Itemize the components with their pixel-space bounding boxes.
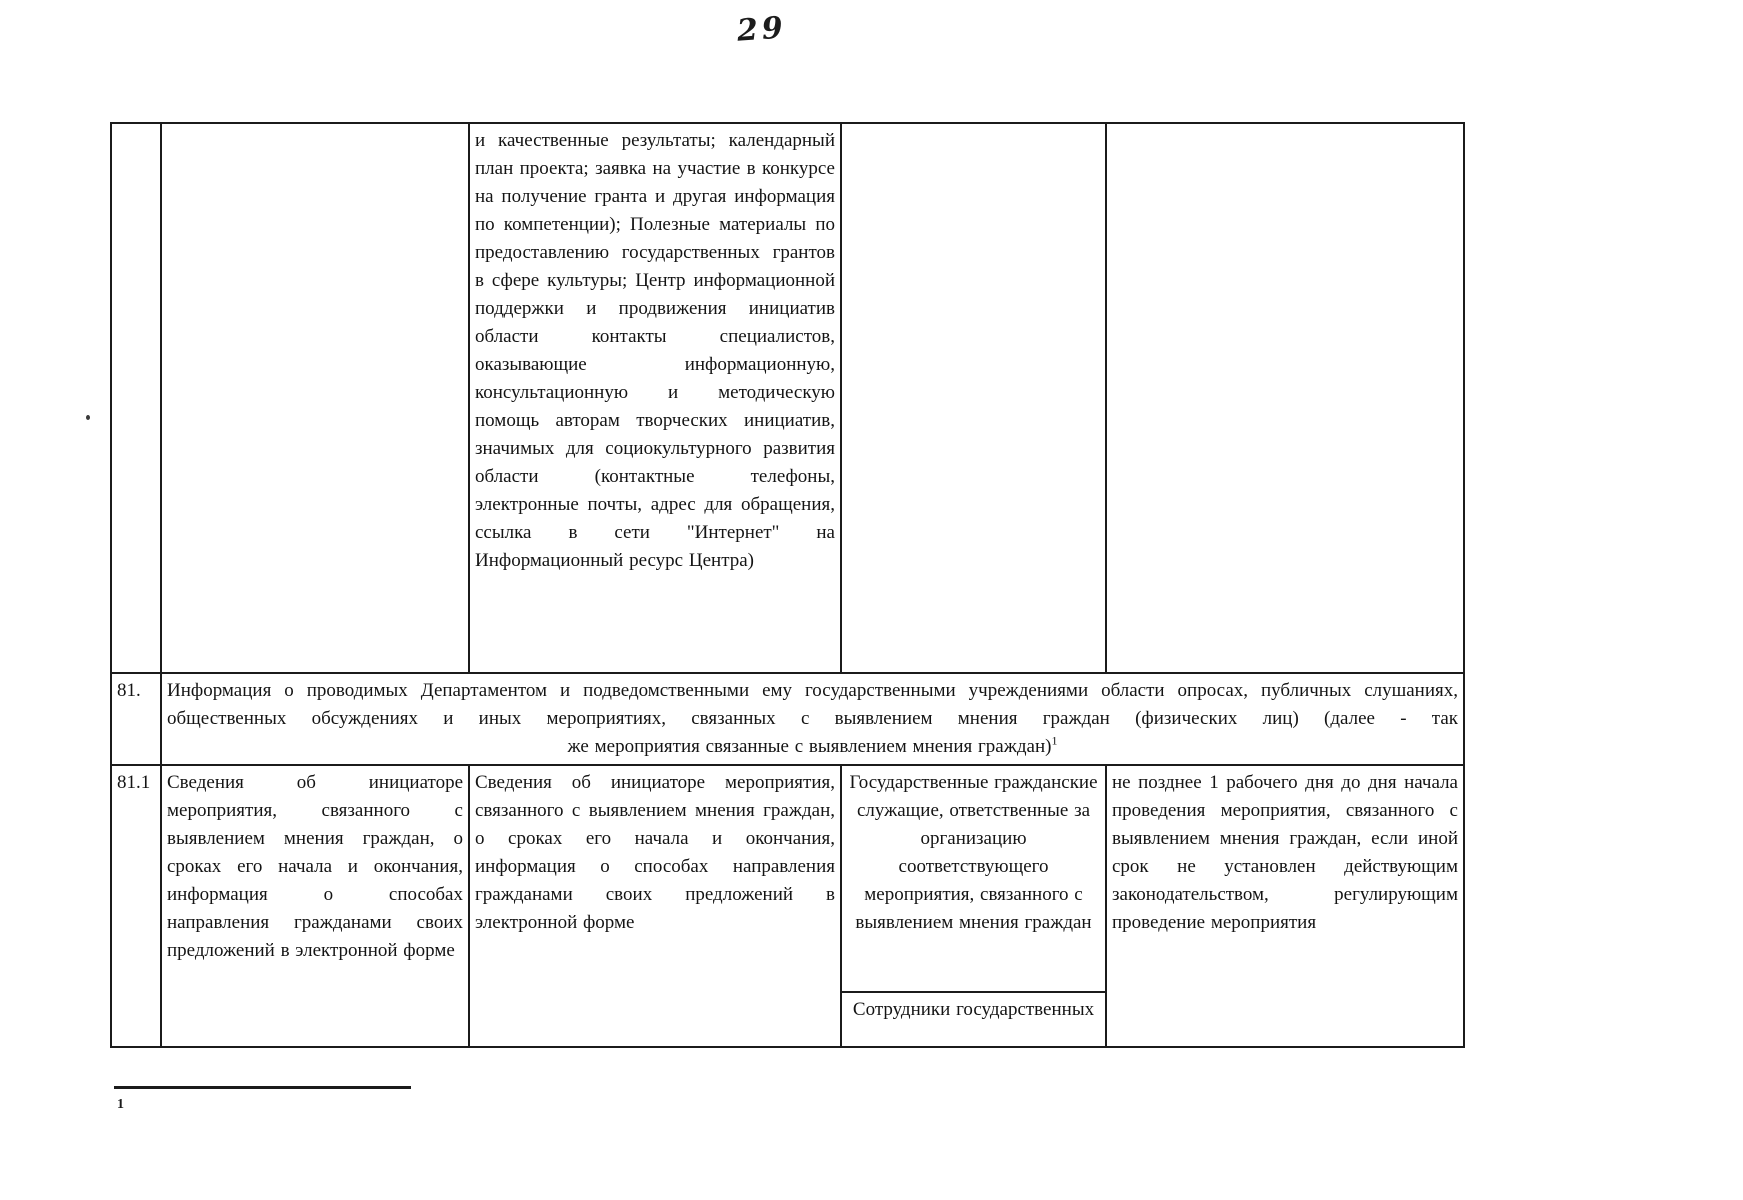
continuation-col-b-cell	[161, 123, 469, 673]
row-81-1-col-d-cell	[841, 765, 1106, 1047]
table-row-81-1	[111, 765, 1464, 1047]
row-81-1-col-d-bottom-subcell: Сотрудники государственных	[852, 999, 1095, 1020]
footnote-marker: 1	[117, 1097, 124, 1112]
row-81-merged-cell	[161, 673, 1464, 765]
row-81-text: Информация о проводимых Департаментом и подведомственными ему государственными учреждениями области опросах, публичных слушаниях, общественных обсуждениях и иных мероприятиях, связанных с выявлением мнения граждан (физических лиц) (далее - так	[167, 680, 1458, 729]
page-number: 29	[735, 10, 788, 49]
row-81-number: 81.	[111, 673, 161, 765]
continuation-num-cell	[111, 123, 161, 673]
row-81-text-centered-line: же мероприятия связанные с выявлением мнения граждан)$^1$	[567, 733, 1058, 757]
scan-artifact-dot	[86, 415, 90, 420]
footnote-separator-rule	[114, 1086, 411, 1089]
continuation-col-c-cell: и качественные результаты; календарный план проекта; заявка на участие в конкурсе на получение гранта и другая информация по компетенции); Полезные материалы по предоставлению государственных грантов в сфере культуры; Центр информационной поддержки и продвижения инициатив области контакты специалистов, оказывающие информационную, консультационную и методическую помощь авторам творческих инициатив, значимых для социокультурного развития области (контактные телефоны, электронные почты, адрес для обращения, ссылка в сети "Интернет" на Информационный ресурс Центра)	[469, 123, 841, 673]
row-81-1-col-b-cell: Сведения об инициаторе мероприятия, связанного с выявлением мнения граждан, о сроках его начала и окончания, информация о способах направления гражданами своих предложений в электронной форме	[161, 765, 469, 1047]
row-81-1-number: 81.1	[111, 765, 161, 1047]
continuation-col-d-cell	[841, 123, 1106, 673]
row-81-1-col-e-cell: не позднее 1 рабочего дня до дня начала проведения мероприятия, связанного с выявлением мнения граждан, если иной срок не установлен действующим законодательством, регулирующим проведение мероприятия	[1106, 765, 1464, 1047]
table-row-81	[111, 673, 1464, 765]
row-81-1-col-c-cell: Сведения об инициаторе мероприятия, связанного с выявлением мнения граждан, о сроках его начала и окончания, информация о способах направления гражданами своих предложений в электронной форме	[469, 765, 841, 1047]
table-row-continuation	[111, 123, 1464, 673]
continuation-col-e-cell	[1106, 123, 1464, 673]
information-disclosure-table	[110, 122, 1465, 1048]
row-81-1-col-d-top-subcell: Государственные гражданские служащие, ответственные за организацию соответствующего мероприятия, связанного с выявлением мнения граждан	[842, 766, 1105, 993]
footnote-reference: 1	[1051, 733, 1058, 748]
